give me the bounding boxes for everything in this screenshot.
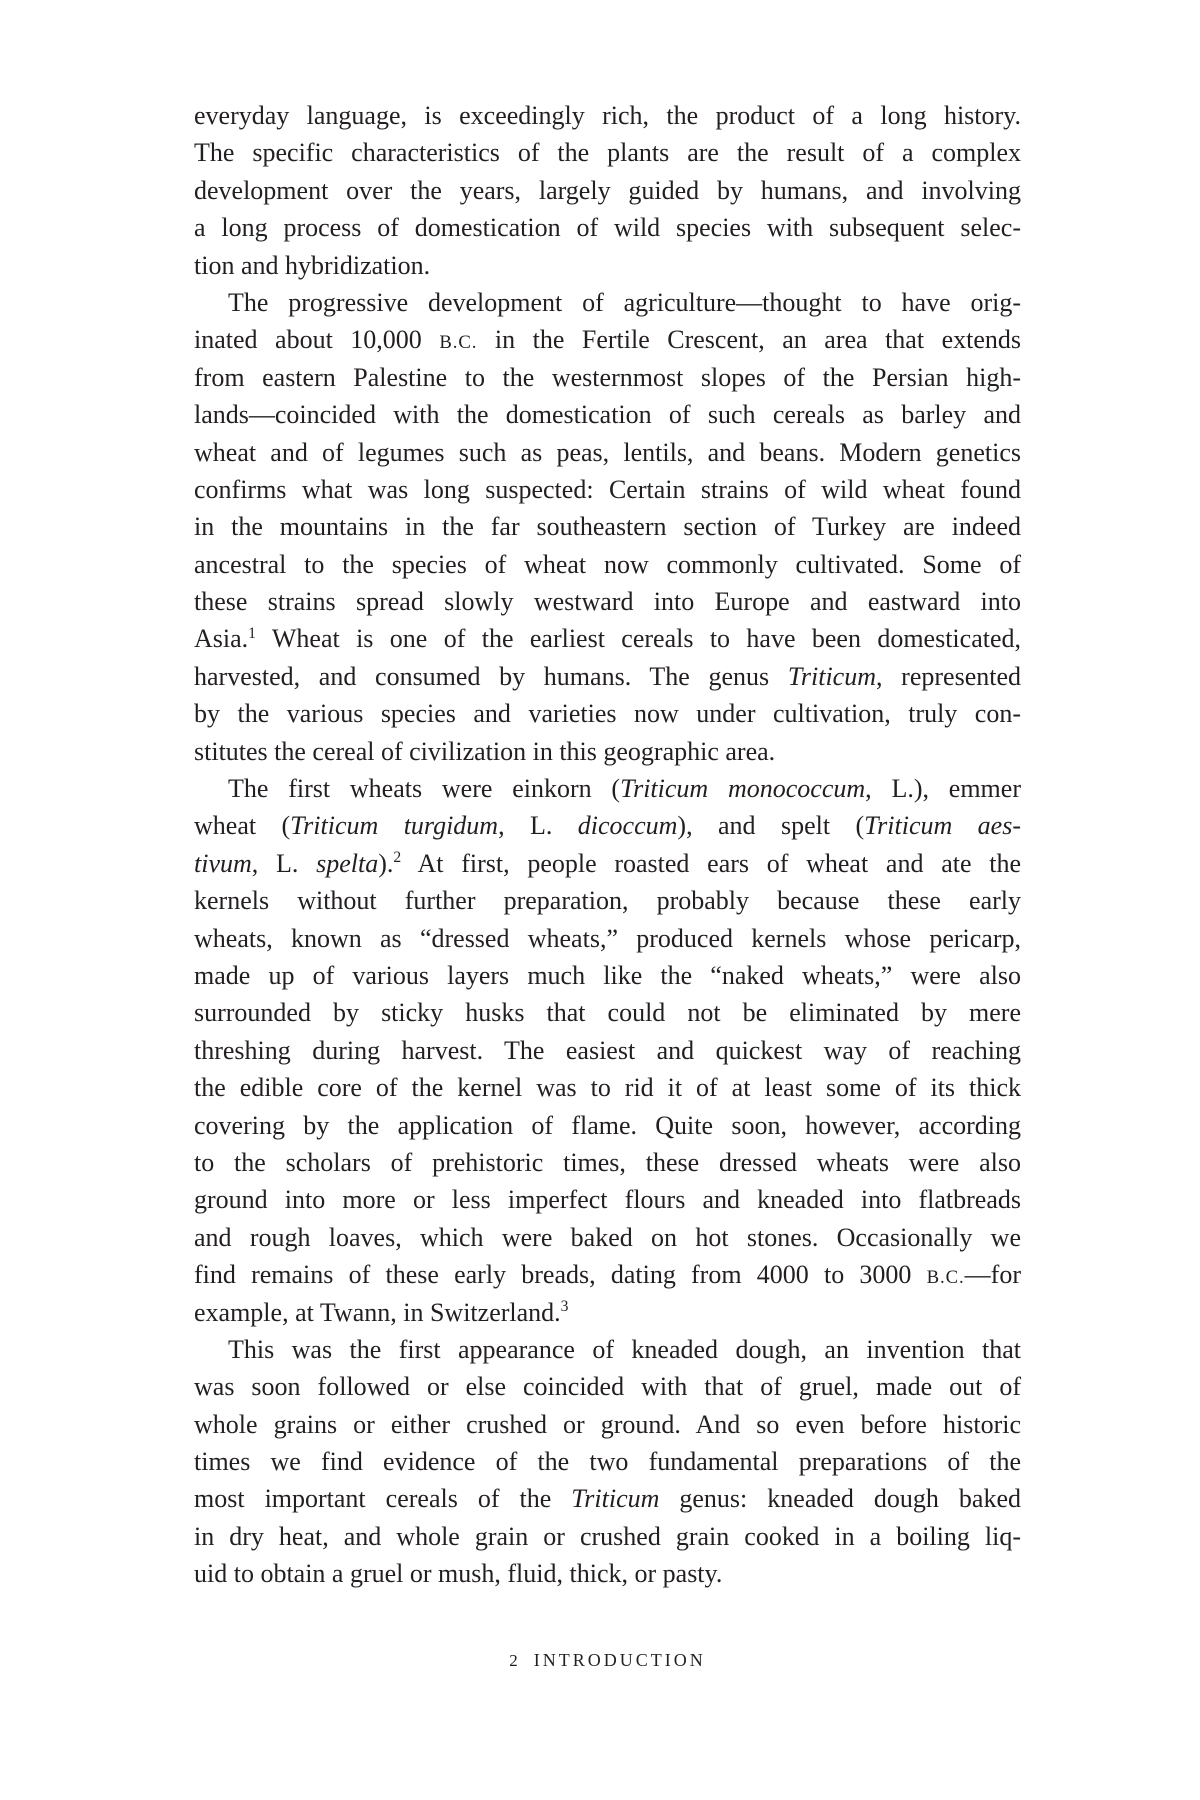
text-run: inated about 10,000 — [194, 325, 440, 355]
line-text — [194, 101, 1021, 130]
text-line — [194, 1331, 1021, 1368]
line-text — [194, 176, 1021, 205]
text-line — [194, 1480, 1021, 1517]
text-run: everyday language, is exceedingly rich, the product of a long history. — [194, 101, 1021, 130]
line-text — [194, 1111, 1021, 1140]
line-text — [194, 325, 1021, 354]
line-text — [194, 624, 1021, 653]
line-text — [194, 1223, 1021, 1252]
italic-text: Triticum aes- — [864, 811, 1021, 841]
text-line — [194, 508, 1021, 545]
body-text — [194, 97, 1021, 1593]
text-line — [194, 434, 1021, 471]
text-line — [194, 695, 1021, 732]
text-run: , L. — [498, 811, 578, 841]
text-run: surrounded by sticky husks that could not be eliminated by mere — [194, 998, 1021, 1028]
text-line — [194, 733, 1021, 770]
page-number: 2 — [509, 1651, 518, 1670]
text-line — [194, 1555, 1021, 1592]
text-run: was soon followed or else coincided with that of gruel, made out of — [194, 1372, 1021, 1402]
italic-text: Triticum turgidum — [290, 811, 499, 841]
text-run: development over the years, largely guided by humans, and involving — [194, 175, 1021, 205]
paragraph — [194, 1331, 1021, 1593]
line-text — [194, 737, 775, 766]
text-run: This was the first appearance of kneaded dough, an invention that — [228, 1334, 1021, 1364]
footnote-reference: 3 — [560, 1297, 569, 1315]
text-run: by the various species and varieties now under cultivation, truly con- — [194, 699, 1021, 729]
line-text — [194, 512, 1021, 541]
text-line — [194, 209, 1021, 246]
line-text — [194, 1484, 1021, 1513]
text-run: ancestral to the species of wheat now commonly cultivated. Some of — [194, 549, 1021, 579]
text-run: find remains of these early breads, dating from 4000 to 3000 — [194, 1260, 927, 1290]
footnote-reference: 1 — [248, 624, 256, 642]
line-text — [194, 662, 1021, 691]
line-text — [194, 438, 1021, 467]
text-line — [194, 620, 1021, 657]
text-run: made up of various layers much like the “naked wheats,” were also — [194, 960, 1021, 990]
line-text — [194, 1372, 1021, 1401]
text-run: genus: kneaded dough baked — [659, 1484, 1021, 1514]
text-run: The first wheats were einkorn ( — [228, 774, 621, 804]
line-text — [228, 774, 1021, 803]
text-run: wheats, known as “dressed wheats,” produced kernels whose pericarp, — [194, 923, 1021, 953]
text-line — [194, 359, 1021, 396]
text-run: to the scholars of prehistoric times, these dressed wheats were also — [194, 1147, 1021, 1177]
text-line — [194, 658, 1021, 695]
text-run: in the Fertile Crescent, an area that extends — [477, 325, 1022, 355]
line-text — [194, 587, 1021, 616]
text-run: wheat ( — [194, 811, 291, 841]
italic-text: Triticum — [571, 1484, 660, 1514]
italic-text: dicoccum — [577, 811, 678, 841]
text-run: example, at Twann, in Switzerland. — [194, 1297, 561, 1327]
small-caps-text: B.C. — [439, 332, 478, 354]
text-line — [194, 882, 1021, 919]
text-run: —for — [964, 1260, 1021, 1290]
text-line — [194, 770, 1021, 807]
line-text — [194, 251, 430, 280]
text-line — [194, 1518, 1021, 1555]
text-run: covering by the application of flame. Quite soon, however, according — [194, 1110, 1021, 1140]
text-run: a long process of domestication of wild species with subsequent selec- — [194, 213, 1021, 243]
text-line — [194, 97, 1021, 134]
paragraph — [194, 97, 1021, 284]
text-run: times we find evidence of the two fundamental preparations of the — [194, 1447, 1021, 1477]
text-line — [194, 396, 1021, 433]
line-text — [194, 699, 1021, 728]
text-line — [194, 807, 1021, 844]
line-text — [194, 886, 1021, 915]
line-text — [194, 1410, 1021, 1439]
text-line — [194, 1107, 1021, 1144]
line-text — [194, 1298, 568, 1327]
line-text — [194, 213, 1021, 242]
text-line — [194, 471, 1021, 508]
text-run: ). — [378, 848, 394, 878]
text-run: and rough loaves, which were baked on hot stones. Occasionally we — [194, 1222, 1021, 1252]
italic-text: tivum — [194, 848, 252, 878]
text-run: tion and hybridization. — [194, 250, 431, 280]
line-text — [194, 550, 1021, 579]
text-run: stitutes the cereal of civilization in this geographic area. — [194, 736, 776, 766]
line-text — [194, 849, 1021, 878]
text-run: At first, people roasted ears of wheat and ate the — [401, 848, 1021, 878]
text-line — [194, 1032, 1021, 1069]
text-run: , L. — [251, 848, 317, 878]
text-line — [194, 583, 1021, 620]
line-text — [194, 961, 1021, 990]
text-line — [194, 1069, 1021, 1106]
line-text — [194, 811, 1021, 840]
italic-text: spelta — [316, 848, 379, 878]
text-run: from eastern Palestine to the westernmost slopes of the Persian high- — [194, 362, 1021, 392]
text-line — [194, 134, 1021, 171]
text-run: The progressive development of agriculture—thought to have orig- — [228, 287, 1021, 317]
text-run: whole grains or either crushed or ground. And so even before historic — [194, 1409, 1021, 1439]
text-line — [194, 994, 1021, 1031]
line-text — [194, 475, 1021, 504]
text-line — [194, 1144, 1021, 1181]
text-run: these strains spread slowly westward into Europe and eastward into — [194, 587, 1021, 617]
line-text — [194, 1559, 722, 1588]
line-text — [194, 998, 1021, 1027]
line-text — [194, 1447, 1021, 1476]
text-run: , represented — [876, 661, 1021, 691]
text-run: Asia. — [194, 624, 249, 654]
italic-text: Triticum monococcum — [620, 774, 866, 804]
line-text — [194, 1185, 1021, 1214]
text-run: Wheat is one of the earliest cereals to have been domesticated, — [255, 624, 1021, 654]
page-footer — [194, 1646, 1021, 1674]
line-text — [194, 1148, 1021, 1177]
line-text — [228, 1335, 1021, 1364]
line-text — [194, 363, 1021, 392]
text-run: most important cereals of the — [194, 1484, 572, 1514]
paragraph — [194, 770, 1021, 1331]
text-line — [194, 1294, 1021, 1331]
text-line — [194, 1256, 1021, 1293]
text-line — [194, 1406, 1021, 1443]
text-run: harvested, and consumed by humans. The genus — [194, 661, 788, 691]
text-line — [194, 957, 1021, 994]
text-line — [194, 1181, 1021, 1218]
text-run: ), and spelt ( — [677, 811, 865, 841]
text-run: kernels without further preparation, probably because these early — [194, 886, 1021, 916]
text-line — [194, 321, 1021, 358]
text-run: wheat and of legumes such as peas, lentils, and beans. Modern genetics — [194, 437, 1021, 467]
text-run: The specific characteristics of the plants are the result of a complex — [194, 138, 1021, 168]
text-run: threshing during harvest. The easiest and quickest way of reaching — [194, 1035, 1021, 1065]
text-line — [194, 247, 1021, 284]
line-text — [194, 1522, 1021, 1551]
text-run: ground into more or less imperfect flours and kneaded into flatbreads — [194, 1185, 1021, 1215]
footnote-reference: 2 — [393, 849, 402, 867]
line-text — [194, 138, 1021, 167]
text-line — [194, 172, 1021, 209]
text-run: lands—coincided with the domestication of such cereals as barley and — [194, 400, 1021, 430]
text-run: in dry heat, and whole grain or crushed grain cooked in a boiling liq- — [194, 1521, 1021, 1551]
line-text — [194, 1260, 1021, 1289]
text-line — [194, 1443, 1021, 1480]
text-run: confirms what was long suspected: Certain strains of wild wheat found — [194, 474, 1021, 504]
line-text — [194, 1073, 1021, 1102]
line-text — [194, 1036, 1021, 1065]
italic-text: Triticum — [787, 661, 876, 691]
text-line — [194, 845, 1021, 882]
running-head: INTRODUCTION — [533, 1650, 706, 1670]
text-run: , L.), emmer — [865, 774, 1021, 804]
small-caps-text: B.C. — [926, 1267, 965, 1289]
line-text — [228, 288, 1021, 317]
text-run: in the mountains in the far southeastern section of Turkey are indeed — [194, 512, 1021, 542]
text-run: uid to obtain a gruel or mush, fluid, thick, or pasty. — [194, 1559, 723, 1589]
line-text — [194, 400, 1021, 429]
paragraph — [194, 284, 1021, 770]
text-line — [194, 546, 1021, 583]
text-line — [194, 1219, 1021, 1256]
text-line — [194, 920, 1021, 957]
text-line — [194, 1368, 1021, 1405]
line-text — [194, 924, 1021, 953]
text-line — [194, 284, 1021, 321]
text-run: the edible core of the kernel was to rid it of at least some of its thick — [194, 1073, 1021, 1103]
